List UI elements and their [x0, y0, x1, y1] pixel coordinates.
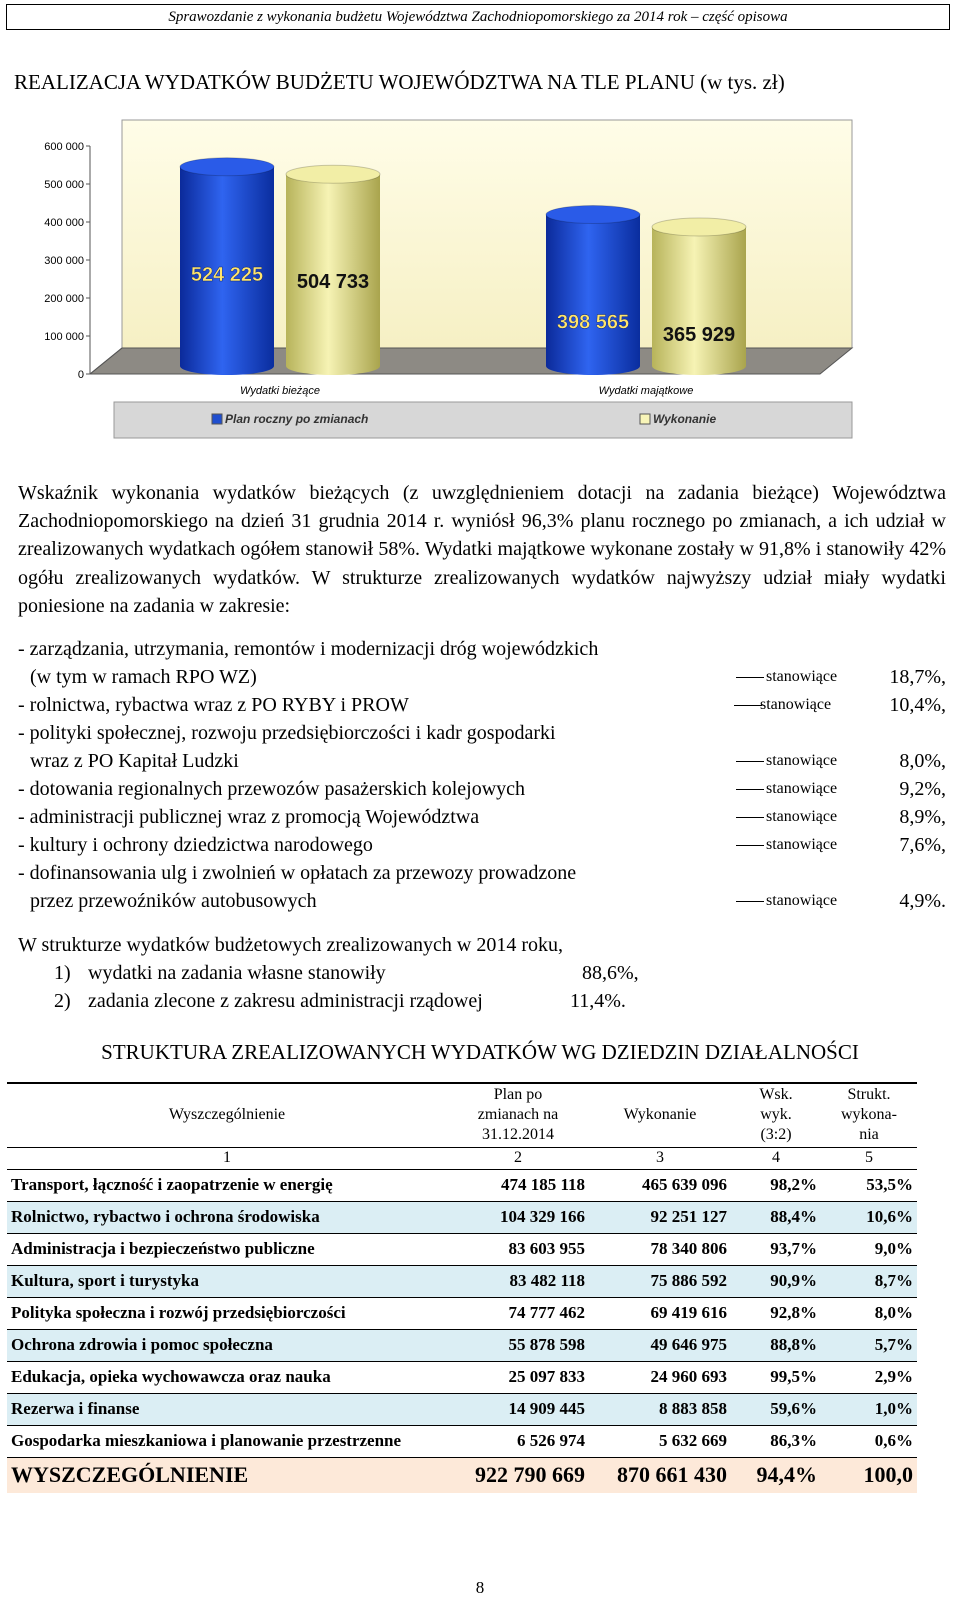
- list-percent: 8,0%,: [899, 750, 946, 772]
- table-cell-wsk: 88,4%: [731, 1201, 821, 1233]
- list-text: - kultury i ochrony dziedzictwa narodowego: [18, 834, 373, 856]
- list-item: [18, 887, 946, 915]
- list-text: - polityki społecznej, rozwoju przedsiębiorczości i kadr gospodarki: [18, 722, 556, 744]
- list-item: [18, 719, 946, 747]
- total-cell-plan: 922 790 669: [447, 1457, 589, 1493]
- table-cell-wyk: 5 632 669: [589, 1425, 731, 1457]
- table-row: [7, 1201, 917, 1233]
- column-number: 1: [223, 1149, 231, 1166]
- list-stanowiace: stanowiące: [766, 808, 838, 825]
- list-stanowiace: stanowiące: [760, 696, 832, 713]
- table-cell-str: 1,0%: [821, 1393, 917, 1425]
- table-cell-name: Edukacja, opieka wychowawcza oraz nauka: [7, 1361, 447, 1393]
- list-percent: 8,9%,: [899, 806, 946, 828]
- list-item: [18, 859, 946, 887]
- table-cell-name: Rolnictwo, rybactwo i ochrona środowiska: [7, 1201, 447, 1233]
- header-wsk: Wsk. wyk. (3:2): [759, 1086, 793, 1144]
- table-cell-plan: 6 526 974: [447, 1425, 589, 1457]
- bar-base: [652, 357, 746, 375]
- table-cell-name: Kultura, sport i turystyka: [7, 1265, 447, 1297]
- list-percent: 18,7%,: [889, 666, 946, 688]
- structure-intro: W strukturze wydatków budżetowych zrealizowanych w 2014 roku,: [18, 934, 564, 956]
- structure-number: 1): [54, 962, 71, 984]
- header-wykonanie: Wykonanie: [623, 1106, 697, 1124]
- table-cell-str: 9,0%: [821, 1233, 917, 1265]
- list-text: - dofinansowania ulg i zwolnień w opłatach za przewozy prowadzone: [18, 862, 577, 884]
- y-tick-label: 600 000: [44, 141, 84, 153]
- bar-top: [180, 158, 274, 176]
- total-cell-wsk: 94,4%: [731, 1457, 821, 1493]
- bar-base: [286, 357, 380, 375]
- table-cell-plan: 83 482 118: [447, 1265, 589, 1297]
- y-tick-label: 100 000: [44, 331, 84, 343]
- data-label: 504 733: [296, 271, 370, 294]
- table-cell-plan: 14 909 445: [447, 1393, 589, 1425]
- expenditure-table: [7, 1082, 917, 1493]
- table-row: [7, 1425, 917, 1457]
- x-tick-label: Wydatki bieżące: [239, 385, 321, 397]
- page-number: 8: [475, 1578, 485, 1597]
- table-cell-name: Polityka społeczna i rozwój przedsiębiorczości: [7, 1297, 447, 1329]
- table-total-row: [7, 1457, 917, 1493]
- table-cell-wsk: 59,6%: [731, 1393, 821, 1425]
- list-item: [18, 831, 946, 859]
- table-cell-plan: 474 185 118: [447, 1169, 589, 1201]
- table-cell-wsk: 86,3%: [731, 1425, 821, 1457]
- list-item: [18, 635, 946, 663]
- table-cell-wsk: 99,5%: [731, 1361, 821, 1393]
- structure-item-text: wydatki na zadania własne stanowiły: [88, 962, 386, 984]
- table-cell-wsk: 88,8%: [731, 1329, 821, 1361]
- table-cell-wsk: 92,8%: [731, 1297, 821, 1329]
- list-stanowiace: stanowiące: [766, 752, 838, 769]
- table-cell-wyk: 465 639 096: [589, 1169, 731, 1201]
- legend-label: Wykonanie: [653, 412, 717, 426]
- header-name: Wyszczególnienie: [168, 1106, 286, 1124]
- list-percent: 7,6%,: [899, 834, 946, 856]
- table-cell-wyk: 92 251 127: [589, 1201, 731, 1233]
- page-header: Sprawozdanie z wykonania budżetu Województwa Zachodniopomorskiego za 2014 rok – część opisowa: [6, 4, 950, 30]
- list-item: [18, 663, 946, 691]
- structure-item-value: 88,6%,: [582, 962, 639, 984]
- bar-top: [546, 206, 640, 224]
- table-cell-wyk: 24 960 693: [589, 1361, 731, 1393]
- header-strukt: Strukt. wykona- nia: [841, 1086, 897, 1144]
- table-cell-wsk: 98,2%: [731, 1169, 821, 1201]
- y-tick-label: 500 000: [44, 179, 84, 191]
- list-stanowiace: stanowiące: [766, 668, 838, 685]
- y-tick-label: 200 000: [44, 293, 84, 305]
- column-number: 3: [656, 1149, 664, 1166]
- table-cell-plan: 83 603 955: [447, 1233, 589, 1265]
- table-cell-wyk: 78 340 806: [589, 1233, 731, 1265]
- structure-item-value: 11,4%.: [570, 990, 626, 1012]
- bar-top: [286, 165, 380, 183]
- table-cell-plan: 104 329 166: [447, 1201, 589, 1233]
- table-row: [7, 1169, 917, 1201]
- y-tick-label: 0: [77, 369, 84, 381]
- structure-number: 2): [54, 990, 71, 1012]
- bar: [286, 174, 380, 366]
- x-tick-label: Wydatki majątkowe: [598, 385, 694, 397]
- table-row: [7, 1233, 917, 1265]
- list-percent: 10,4%,: [889, 694, 946, 716]
- table-cell-str: 53,5%: [821, 1169, 917, 1201]
- table-cell-str: 8,0%: [821, 1297, 917, 1329]
- data-label: 398 565: [556, 311, 630, 334]
- list-percent: 9,2%,: [899, 778, 946, 800]
- table-cell-str: 5,7%: [821, 1329, 917, 1361]
- table-row: [7, 1361, 917, 1393]
- list-text: przez przewoźników autobusowych: [30, 890, 317, 912]
- table-cell-str: 0,6%: [821, 1425, 917, 1457]
- legend-label: Plan roczny po zmianach: [225, 412, 369, 426]
- column-number: 5: [865, 1149, 873, 1166]
- bar-top: [652, 218, 746, 236]
- table-title: STRUKTURA ZREALIZOWANYCH WYDATKÓW WG DZIEDZIN DZIAŁALNOŚCI: [101, 1040, 859, 1064]
- list-percent: 4,9%.: [899, 890, 946, 912]
- list-item: [18, 803, 946, 831]
- table-row: [7, 1265, 917, 1297]
- chart-title: REALIZACJA WYDATKÓW BUDŻETU WOJEWÓDZTWA NA TLE PLANU (w tys. zł): [14, 70, 785, 94]
- table-cell-plan: 55 878 598: [447, 1329, 589, 1361]
- list-item: [18, 691, 946, 719]
- table-cell-wsk: 90,9%: [731, 1265, 821, 1297]
- list-text: (w tym w ramach RPO WZ): [30, 666, 257, 688]
- bar-base: [180, 357, 274, 375]
- list-item: [18, 747, 946, 775]
- table-row: [7, 1329, 917, 1361]
- column-number: 2: [514, 1149, 522, 1166]
- structure-item-text: zadania zlecone z zakresu administracji rządowej: [88, 990, 483, 1012]
- total-cell-name: WYSZCZEGÓLNIENIE: [7, 1457, 447, 1493]
- table-row: [7, 1393, 917, 1425]
- legend-swatch: [212, 414, 222, 424]
- table-cell-name: Administracja i bezpieczeństwo publiczne: [7, 1233, 447, 1265]
- y-tick-label: 300 000: [44, 255, 84, 267]
- total-cell-wyk: 870 661 430: [589, 1457, 731, 1493]
- table-cell-str: 8,7%: [821, 1265, 917, 1297]
- list-item: [18, 775, 946, 803]
- list-text: - rolnictwa, rybactwa wraz z PO RYBY i PROW: [18, 694, 409, 716]
- table-cell-str: 10,6%: [821, 1201, 917, 1233]
- data-label: 524 225: [190, 263, 264, 286]
- list-stanowiace: stanowiące: [766, 836, 838, 853]
- bar: [546, 215, 640, 366]
- y-tick-label: 400 000: [44, 217, 84, 229]
- column-number: 4: [772, 1149, 780, 1166]
- table-cell-wyk: 69 419 616: [589, 1297, 731, 1329]
- list-text: - zarządzania, utrzymania, remontów i modernizacji dróg wojewódzkich: [18, 638, 599, 660]
- table-cell-wsk: 93,7%: [731, 1233, 821, 1265]
- list-stanowiace: stanowiące: [766, 780, 838, 797]
- table-cell-wyk: 8 883 858: [589, 1393, 731, 1425]
- table-row: [7, 1297, 917, 1329]
- table-cell-name: Gospodarka mieszkaniowa i planowanie przestrzenne: [7, 1425, 447, 1457]
- table-cell-name: Ochrona zdrowia i pomoc społeczna: [7, 1329, 447, 1361]
- total-cell-str: 100,0: [821, 1457, 917, 1493]
- list-text: - dotowania regionalnych przewozów pasażerskich kolejowych: [18, 778, 526, 800]
- table-cell-name: Transport, łączność i zaopatrzenie w energię: [7, 1169, 447, 1201]
- table-cell-wyk: 75 886 592: [589, 1265, 731, 1297]
- header-plan: Plan po zmianach na 31.12.2014: [477, 1086, 559, 1144]
- table-cell-plan: 25 097 833: [447, 1361, 589, 1393]
- table-cell-plan: 74 777 462: [447, 1297, 589, 1329]
- list-stanowiace: stanowiące: [766, 892, 838, 909]
- legend-swatch: [640, 414, 650, 424]
- table-cell-str: 2,9%: [821, 1361, 917, 1393]
- bar-chart: [0, 110, 960, 445]
- table-cell-wyk: 49 646 975: [589, 1329, 731, 1361]
- data-label: 365 929: [662, 323, 736, 346]
- summary-paragraph: Wskaźnik wykonania wydatków bieżących (z uwzględnieniem dotacji na zadania bieżące) Województwa Zachodniopomorskiego na dzień 31 grudnia 2014 r. wyniósł 96,3% planu rocznego po zmianach, a ich udział w zrealizowanych wydatkach ogółem stanowił 58%. Wydatki majątkowe wykonane zostały w 91,8% i stanowiły 42% ogółu zrealizowanych wydatków. W strukturze zrealizowanych wydatków najwyższy udział miały wydatki poniesione na zadania w zakresie:: [18, 482, 946, 617]
- table-cell-name: Rezerwa i finanse: [7, 1393, 447, 1425]
- bar-base: [546, 357, 640, 375]
- list-text: wraz z PO Kapitał Ludzki: [30, 750, 239, 772]
- list-text: - administracji publicznej wraz z promocją Województwa: [18, 806, 480, 828]
